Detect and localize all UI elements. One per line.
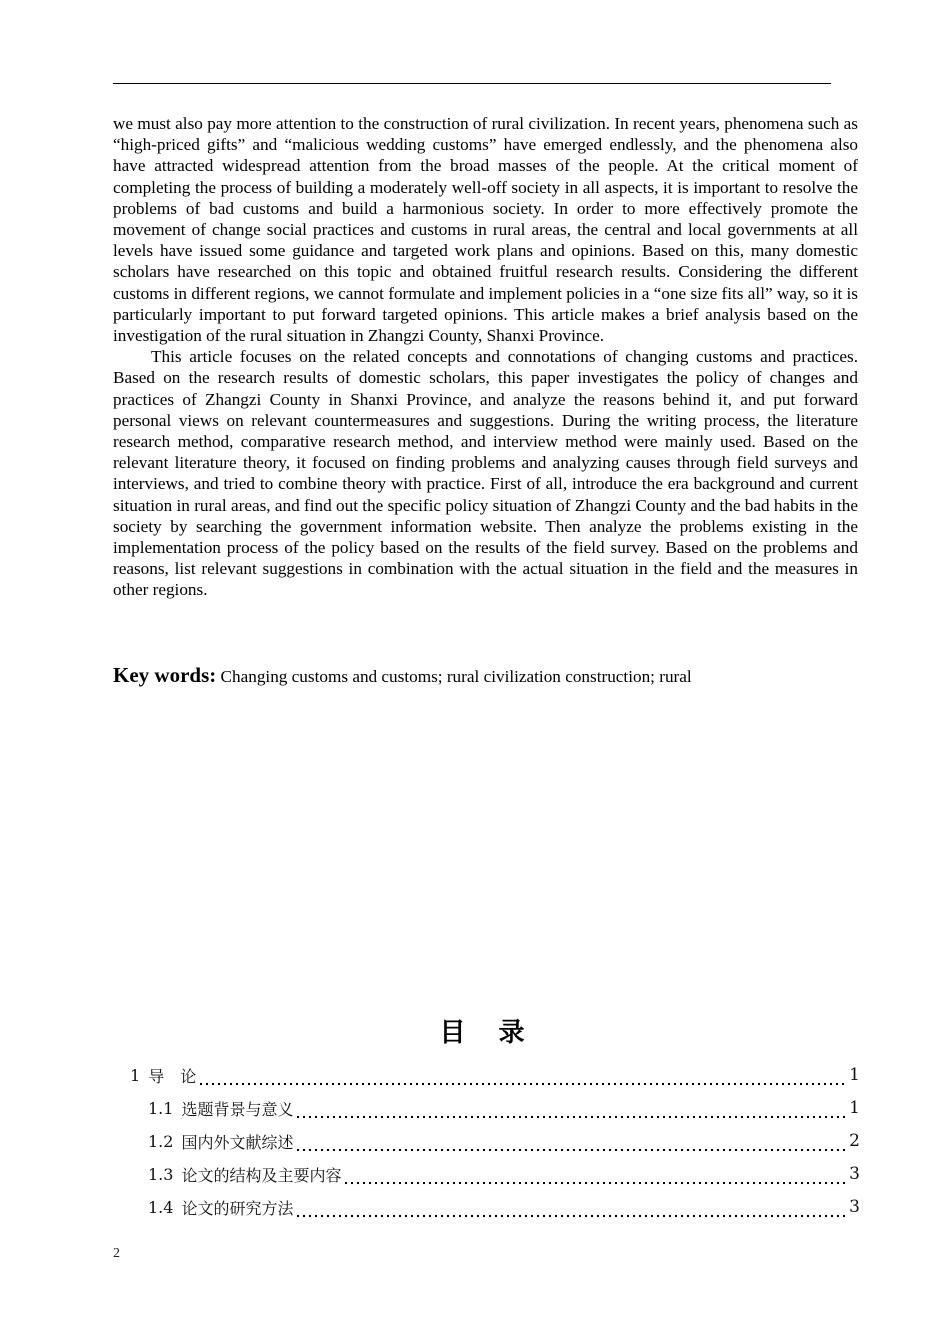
toc-title: 目 录 [439, 1018, 537, 1048]
abstract-paragraph: This article focuses on the related concepts and connotations of changing customs and practices. Based on the research results of domestic scholars, this paper investigates the policy of changes and practices of Zhangzi County in Shanxi Province, and analyze the reasons behind it, and put forward personal views on relevant countermeasures and suggestions. During the writing process, the literature research method, comparative research method, and interview method were mainly used. Based on the relevant literature theory, it focused on finding problems and analyzing causes through field surveys and interviews, and tried to combine theory with practice. First of all, introduce the era background and current situation in rural areas, and find out the specific policy situation of Zhangzi County and the bad habits in the society by searching the government information website. Then analyze the problems existing in the implementation process of the policy based on the results of the field survey. Based on the problems and reasons, list relevant suggestions in combination with the actual situation in the field and the measures in other regions. [113, 347, 858, 600]
dot-leader [198, 1070, 847, 1090]
toc-entry-number: 1 [130, 1065, 141, 1085]
toc-entry-number: 1.3 [148, 1164, 174, 1184]
dot-leader [295, 1202, 847, 1222]
toc-entry-label: 论文的结构及主要内容 [181, 1165, 342, 1185]
dot-leader [343, 1169, 847, 1189]
abstract-body [113, 113, 858, 601]
page-number: 2 [113, 1246, 120, 1261]
abstract-paragraph: we must also pay more attention to the construction of rural civilization. In recent years, phenomena such as “high-priced gifts” and “malicious wedding customs” have emerged endlessly, and the phenomena also have attracted widespread attention from the broad masses of the people. At the critical moment of completing the process of building a moderately well-off society in all aspects, it is important to resolve the problems of bad customs and build a harmonious society. In order to more effectively promote the movement of change social practices and customs in rural areas, the central and local governments at all levels have issued some guidance and targeted work plans and opinions. Based on this, many domestic scholars have researched on this topic and obtained fruitful research results. Considering the different customs in different regions, we cannot formulate and implement policies in a “one size fits all” way, so it is particularly important to put forward targeted opinions. This article makes a brief analysis based on the investigation of the rural situation in Zhangzi County, Shanxi Province. [113, 114, 858, 346]
toc-entry-label: 选题背景与意义 [181, 1099, 294, 1119]
toc-entry[interactable] [148, 1093, 860, 1123]
keywords-line [113, 663, 858, 689]
dot-leader [295, 1103, 847, 1123]
toc-entry-page: 2 [849, 1131, 860, 1151]
toc-entry-number: 1.1 [148, 1098, 174, 1118]
toc-entry-page: 3 [849, 1197, 860, 1217]
header-rule [113, 83, 831, 84]
toc-entry-page: 3 [849, 1164, 860, 1184]
toc-entry[interactable] [148, 1126, 860, 1156]
toc-entry[interactable] [148, 1192, 860, 1222]
toc-entry[interactable] [148, 1159, 860, 1189]
toc-entry-label: 国内外文献综述 [181, 1132, 294, 1152]
toc-entry-label: 导 论 [148, 1066, 197, 1086]
toc-entry[interactable] [130, 1060, 860, 1090]
toc-entry-number: 1.2 [148, 1131, 174, 1151]
toc-entry-page: 1 [849, 1065, 860, 1085]
toc-entry-number: 1.4 [148, 1197, 174, 1217]
keywords-label: Key words: [113, 663, 217, 687]
dot-leader [295, 1136, 847, 1156]
keywords-value: Changing customs and customs; rural civilization construction; rural [216, 667, 692, 686]
toc-entry-label: 论文的研究方法 [181, 1198, 294, 1218]
toc-entry-page: 1 [849, 1098, 860, 1118]
